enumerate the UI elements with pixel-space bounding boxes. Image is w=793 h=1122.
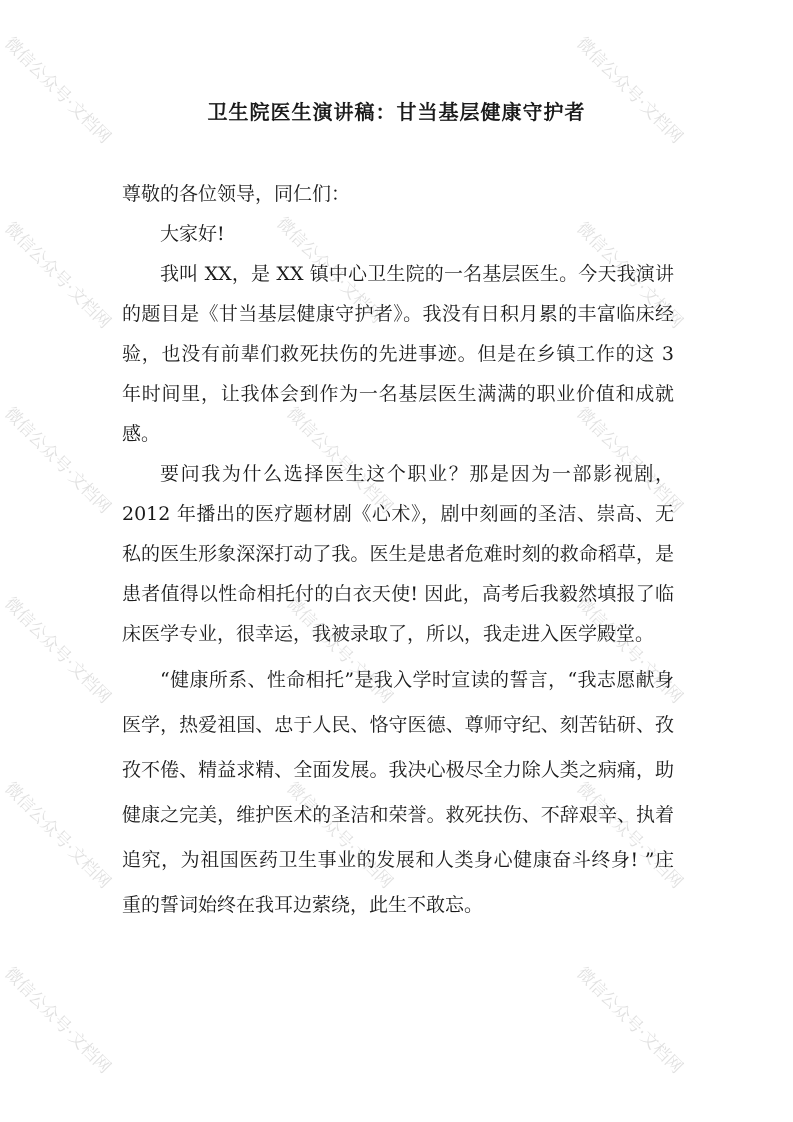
watermark: 微信公众号·文档网 [572, 218, 687, 333]
watermark: 微信公众号·文档网 [572, 963, 687, 1078]
watermark: 微信公众号·文档网 [0, 593, 115, 708]
watermark: 微信公众号·文档网 [272, 213, 387, 328]
watermark: 微信公众号·文档网 [0, 963, 115, 1078]
watermark: 微信公众号·文档网 [0, 778, 115, 893]
document-body [122, 174, 674, 928]
watermark: 微信公众号·文档网 [0, 403, 115, 518]
paragraph-oath: “健康所系、性命相托”是我入学时宣读的誓言，“我志愿献身医学，热爱祖国、忠于人民、恪守医德、尊师守纪、刻苦钻研、孜孜不倦、精益求精、全面发展。我决心极尽全力除人类之病痛，助健康之完美，维护医术的圣洁和荣誉。救死扶伤、不辞艰辛、执着追究，为祖国医药卫生事业的发展和人类身心健康奋斗终身! ”庄重的誓词始终在我耳边萦绕，此生不敢忘。 [122, 669, 674, 916]
salutation: 尊敬的各位领导，同仁们： [122, 183, 351, 205]
watermark: 微信公众号·文档网 [282, 778, 397, 893]
watermark: 微信公众号·文档网 [282, 403, 397, 518]
watermark: 微信公众号·文档网 [572, 778, 687, 893]
greeting: 大家好! [160, 223, 225, 245]
watermark: 微信公众号·文档网 [282, 593, 397, 708]
watermark: 微信公众号·文档网 [572, 33, 687, 148]
watermark: 微信公众号·文档网 [572, 403, 687, 518]
document-title: 卫生院医生演讲稿：甘当基层健康守护者 [207, 100, 586, 124]
watermark: 微信公众号·文档网 [572, 593, 687, 708]
paragraph-intro: 我叫 XX，是 XX 镇中心卫生院的一名基层医生。今天我演讲的题目是《甘当基层健康守护者》。我没有日积月累的丰富临床经验，也没有前辈们救死扶伤的先进事迹。但是在乡镇工作的这 3 年时间里，让我体会到作为一名基层医生满满的职业价值和成就感。 [122, 263, 674, 445]
paragraph-motivation: 要问我为什么选择医生这个职业？那是因为一部影视剧，2012 年播出的医疗题材剧《心术》，剧中刻画的圣洁、崇高、无私的医生形象深深打动了我。医生是患者危难时刻的救命稻草，是患者值得以性命相托付的白衣天使! 因此，高考后我毅然填报了临床医学专业，很幸运，我被录取了，所以，我走进入医学殿堂。 [122, 463, 674, 645]
watermark: 微信公众号·文档网 [0, 218, 115, 333]
watermark: 微信公众号·文档网 [0, 33, 115, 148]
